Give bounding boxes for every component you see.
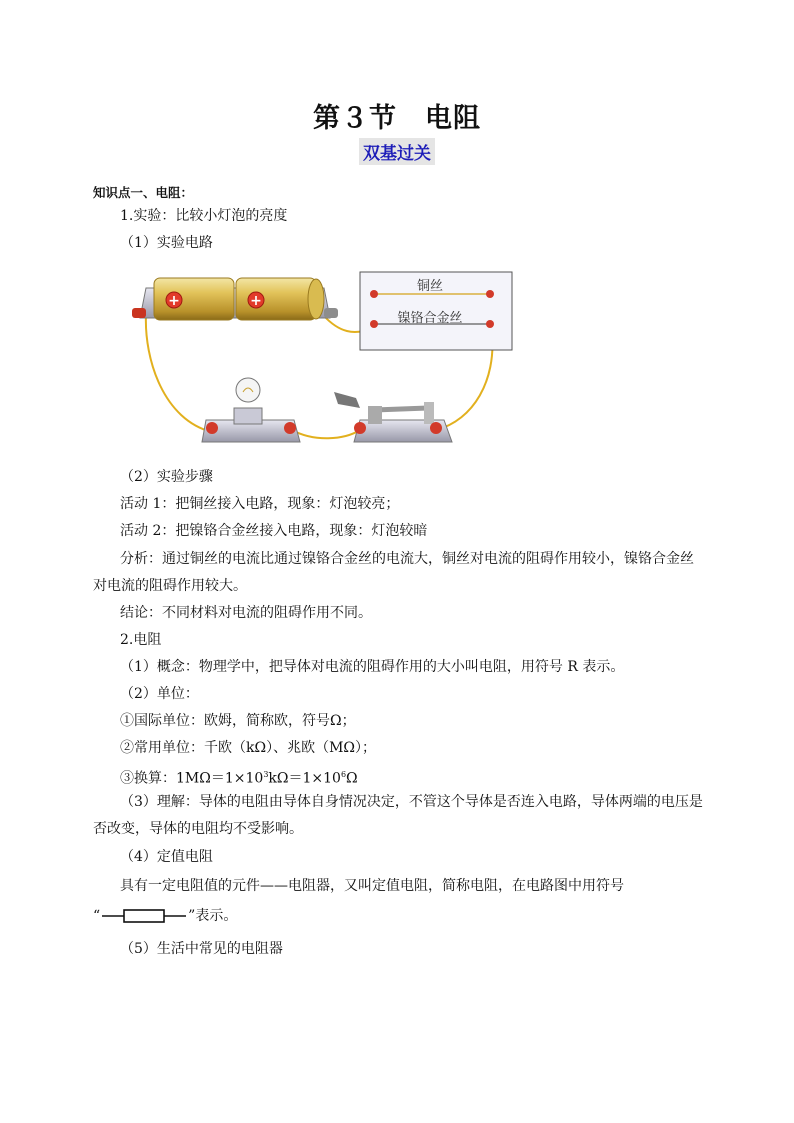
- fixed-resistor-symbol-line: [93, 906, 237, 926]
- page-title: 第３节 电阻: [313, 103, 481, 134]
- knowledge-point-heading: 知识点一、电阻：: [93, 185, 194, 200]
- svg-text:+: +: [250, 293, 262, 309]
- experiment-circuit-diagram: [124, 270, 514, 460]
- analysis-line-2: 对电流的阻碍作用较大。: [93, 578, 247, 594]
- analysis-line-1: 分析：通过铜丝的电流比通过镍铬合金丝的电流大，铜丝对电流的阻碍作用较小，镍铬合金丝: [120, 551, 694, 567]
- activity-2: 活动 2：把镍铬合金丝接入电路，现象：灯泡较暗: [120, 523, 428, 539]
- unit-common: ②常用单位：千欧（kΩ）、兆欧（MΩ）；: [120, 740, 377, 756]
- wire: [292, 430, 360, 438]
- experiment-heading: 1.实验：比较小灯泡的亮度: [120, 208, 288, 224]
- unit-conversion: [120, 765, 358, 789]
- unit-heading: （2）单位：: [120, 686, 199, 702]
- switch-lever: [374, 408, 428, 410]
- conversion-prefix: ③换算：1MΩ＝1×10: [120, 770, 264, 787]
- quote-open: “: [93, 908, 101, 924]
- lightbulb-icon: [236, 378, 260, 402]
- common-resistors-heading: （5）生活中常见的电阻器: [120, 941, 283, 957]
- understanding-line-1: （3）理解：导体的电阻由导体自身情况决定，不管这个导体是否连入电路，导体两端的电压是: [120, 794, 703, 810]
- understanding-line-2: 否改变，导体的电阻均不受影响。: [93, 821, 303, 837]
- copper-wire-label: 铜丝: [416, 279, 444, 294]
- conversion-exponent-2: 6: [340, 770, 347, 779]
- conversion-mid: kΩ＝1×10: [268, 770, 341, 787]
- unit-si: ①国际单位：欧姆，简称欧，符号Ω；: [120, 713, 356, 729]
- conclusion: 结论：不同材料对电流的阻碍作用不同。: [120, 605, 372, 621]
- nichrome-wire-label: 镍铬合金丝: [397, 311, 463, 326]
- wire: [146, 314, 212, 432]
- experiment-steps-label: （2）实验步骤: [120, 469, 213, 485]
- fixed-resistor-desc: 具有一定电阻值的元件——电阻器，又叫定值电阻，简称电阻，在电路图中用符号: [120, 878, 624, 894]
- fixed-resistor-heading: （4）定值电阻: [120, 849, 213, 865]
- experiment-circuit-label: （1）实验电路: [120, 235, 213, 251]
- svg-text:+: +: [168, 293, 180, 309]
- activity-1: 活动 1：把铜丝接入电路，现象：灯泡较亮；: [120, 496, 400, 512]
- conversion-exponent-1: 3: [263, 770, 269, 779]
- section-subtitle: 双基过关: [359, 138, 435, 165]
- resistance-heading: 2.电阻: [120, 632, 162, 648]
- resistor-symbol-icon: [102, 908, 186, 924]
- quote-close: ”表示。: [188, 908, 238, 924]
- conversion-suffix: Ω: [346, 770, 358, 787]
- resistance-concept: （1）概念：物理学中，把导体对电流的阻碍作用的大小叫电阻，用符号 R 表示。: [120, 659, 625, 675]
